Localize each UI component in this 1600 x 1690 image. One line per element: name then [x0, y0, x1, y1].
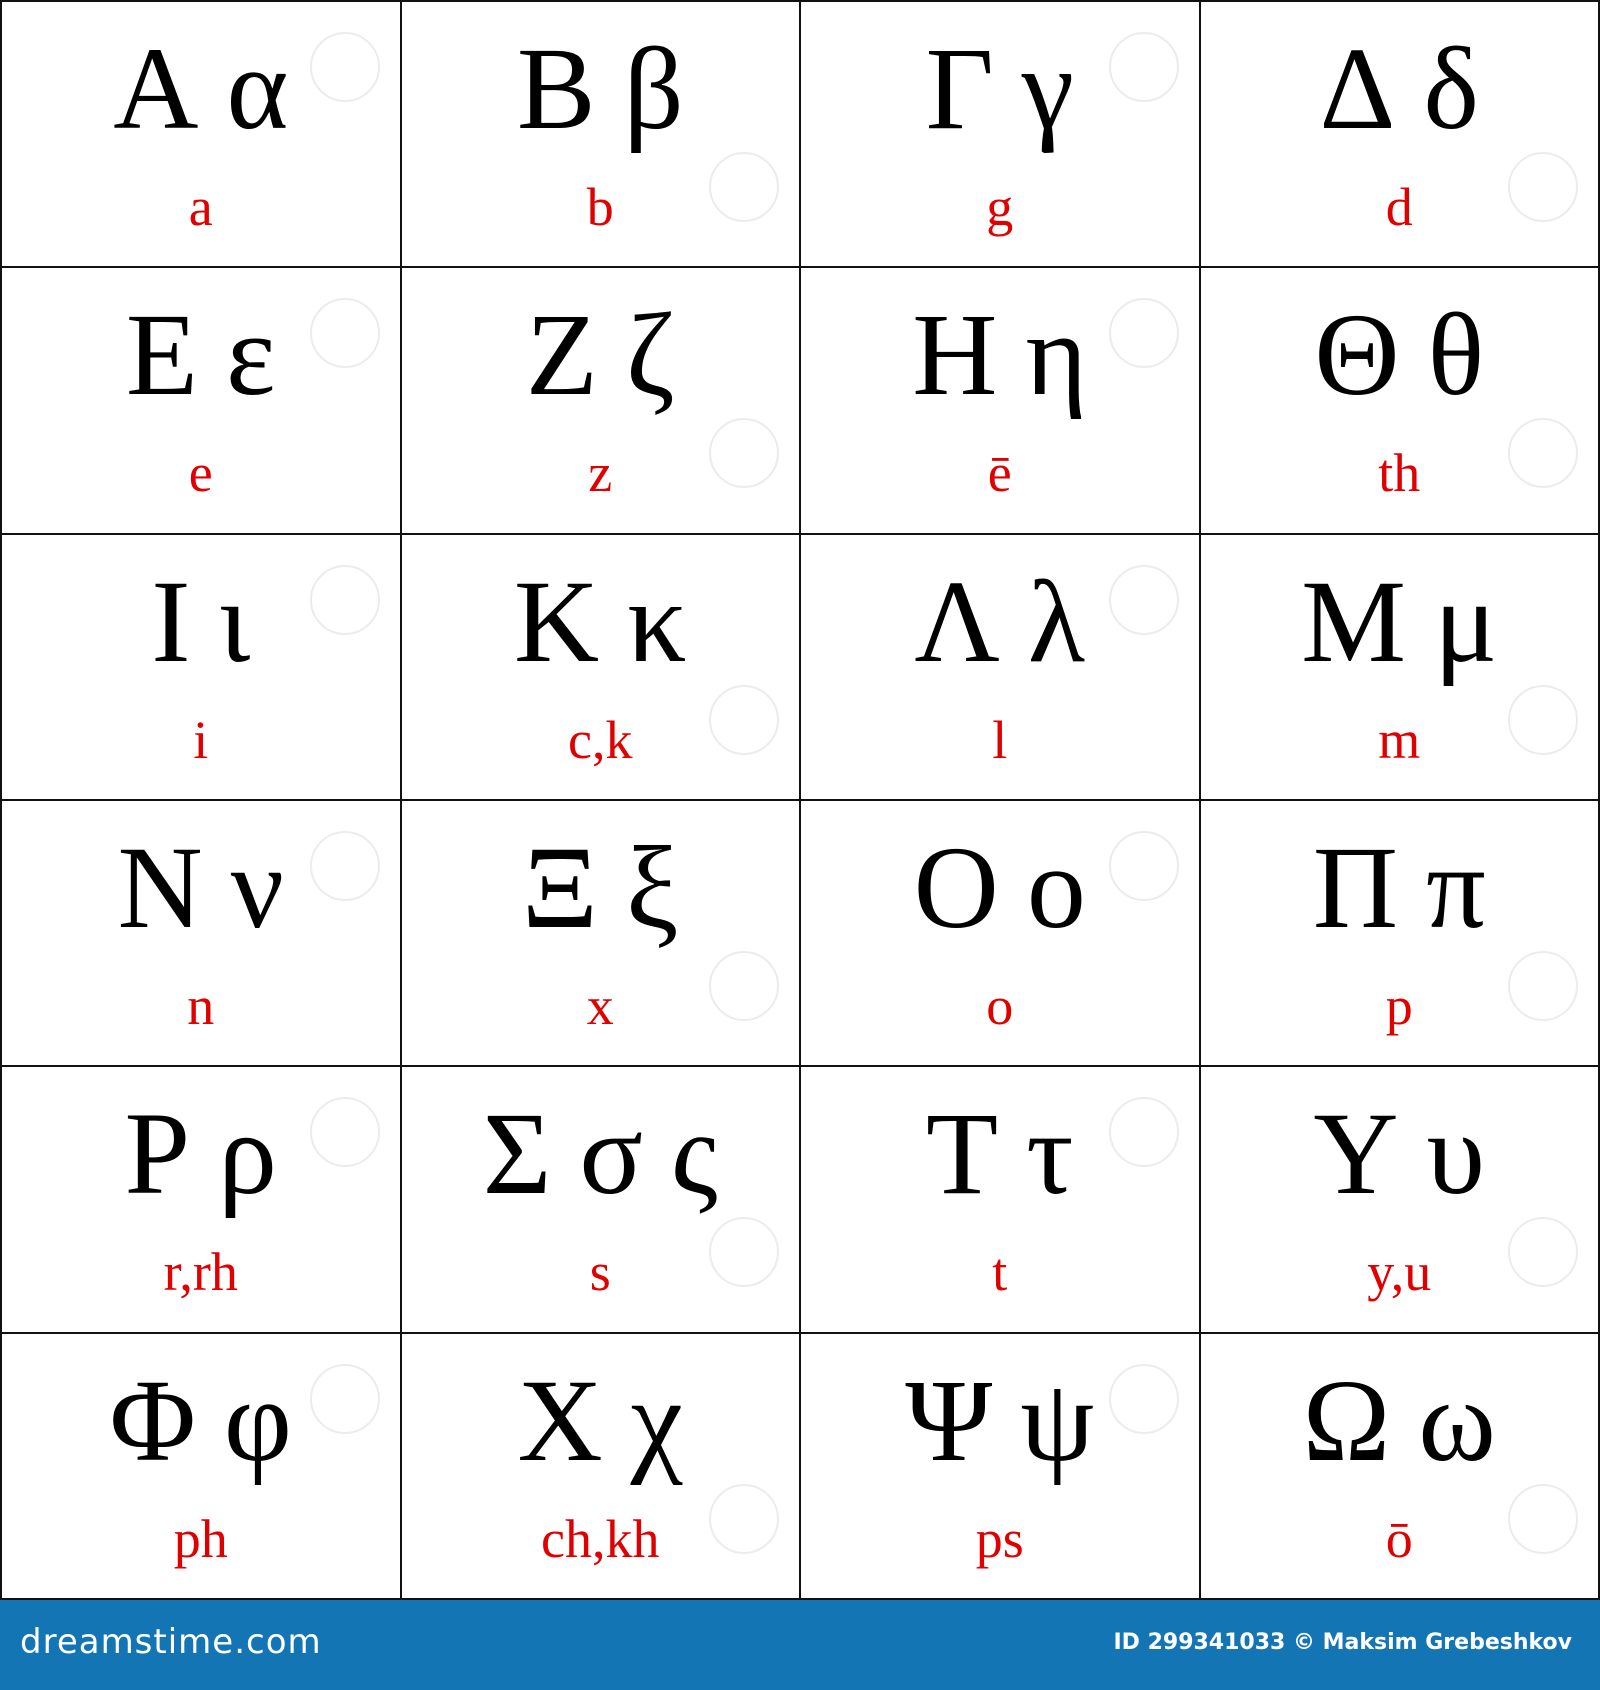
lowercase-letter: π [1426, 822, 1486, 953]
lowercase-letter: χ [630, 1354, 684, 1486]
greek-letter-pair [402, 289, 800, 421]
lowercase-letter: η [1025, 289, 1088, 421]
uppercase-letter: Υ [1313, 1088, 1399, 1220]
lowercase-letter: ρ [218, 1088, 278, 1220]
transliteration-label: c,k [568, 709, 633, 770]
letter-cell [2, 2, 402, 268]
uppercase-letter: Ε [125, 289, 199, 421]
greek-letter-pair [2, 1354, 400, 1486]
uppercase-letter: Κ [513, 555, 600, 687]
transliteration-label: ō [1385, 1508, 1413, 1569]
letter-cell [801, 268, 1201, 534]
image-credit: ID 299341033 © Maksim Grebeshkov [1113, 1630, 1572, 1655]
uppercase-letter: Α [113, 23, 199, 154]
greek-letter-pair [801, 822, 1199, 953]
letter-cell [801, 1067, 1201, 1333]
lowercase-letter: σ [579, 1088, 644, 1220]
greek-letter-pair [402, 822, 800, 953]
uppercase-letter: Ω [1302, 1354, 1391, 1486]
greek-letter-pair [801, 1354, 1199, 1486]
transliteration-label: t [992, 1242, 1008, 1303]
greek-letter-pair [1201, 1354, 1599, 1486]
uppercase-letter: Ψ [905, 1354, 993, 1486]
lowercase-letter: θ [1427, 289, 1485, 421]
letter-cell [402, 2, 802, 268]
transliteration-label: n [187, 976, 215, 1036]
letter-cell [402, 535, 802, 801]
uppercase-letter: Β [516, 23, 596, 154]
lowercase-letter: β [623, 23, 684, 154]
greek-letter-pair [1201, 1088, 1599, 1220]
lowercase-letter: λ [1027, 555, 1086, 687]
greek-letter-pair [801, 555, 1199, 687]
letter-cell [801, 2, 1201, 268]
greek-letter-pair [1201, 555, 1599, 687]
greek-letter-pair [801, 1088, 1199, 1220]
transliteration-label: ē [987, 443, 1012, 504]
greek-letter-pair [2, 1088, 400, 1220]
uppercase-letter: Ο [913, 822, 999, 953]
letter-cell [2, 535, 402, 801]
transliteration-label: ps [975, 1508, 1024, 1569]
letter-cell [2, 268, 402, 534]
letter-cell [402, 801, 802, 1067]
greek-letter-pair [1201, 822, 1599, 953]
lowercase-letter: ξ [625, 822, 679, 953]
greek-letter-pair [402, 555, 800, 687]
transliteration-label: s [589, 1242, 611, 1303]
uppercase-letter: Χ [517, 1354, 603, 1486]
letter-cell [402, 268, 802, 534]
letter-cell [801, 801, 1201, 1067]
lowercase-letter: φ [223, 1354, 292, 1486]
lowercase-letter: ς [671, 1088, 718, 1220]
lowercase-letter: δ [1423, 23, 1479, 154]
uppercase-letter: Ν [117, 822, 203, 953]
uppercase-letter: Σ [482, 1088, 552, 1220]
lowercase-letter: ψ [1020, 1354, 1095, 1486]
letter-cell [402, 1334, 802, 1600]
letter-cell [1201, 535, 1600, 801]
lowercase-letter: κ [627, 555, 687, 687]
lowercase-letter: ζ [625, 289, 675, 421]
greek-letter-pair [402, 23, 800, 154]
transliteration-label: ch,kh [541, 1508, 660, 1569]
transliteration-label: l [992, 709, 1008, 770]
greek-letter-pair [2, 23, 400, 154]
letter-cell [1201, 1334, 1600, 1600]
transliteration-label: p [1385, 976, 1413, 1036]
uppercase-letter: Ι [151, 555, 191, 687]
lowercase-letter: ν [230, 822, 285, 953]
transliteration-label: g [986, 177, 1014, 237]
lowercase-letter: ο [1026, 822, 1086, 953]
letter-cell [402, 1067, 802, 1333]
uppercase-letter: Θ [1314, 289, 1400, 421]
uppercase-letter: Γ [925, 23, 994, 154]
greek-letter-pair [2, 555, 400, 687]
letter-cell [1201, 268, 1600, 534]
lowercase-letter: ε [226, 289, 276, 421]
uppercase-letter: Η [912, 289, 998, 421]
site-logo-text: dreamstime.com [20, 1622, 322, 1662]
letter-cell [2, 1334, 402, 1600]
lowercase-letter: γ [1021, 23, 1074, 154]
greek-letter-pair [2, 822, 400, 953]
lowercase-letter: υ [1426, 1088, 1486, 1220]
watermark-footer-bar [0, 1600, 1600, 1690]
uppercase-letter: Μ [1301, 555, 1407, 687]
uppercase-letter: Ζ [525, 289, 598, 421]
transliteration-label: y,u [1367, 1242, 1432, 1303]
transliteration-label: d [1385, 177, 1413, 237]
transliteration-label: m [1378, 709, 1421, 770]
letter-cell [2, 801, 402, 1067]
greek-letter-pair [801, 289, 1199, 421]
letter-cell [1201, 2, 1600, 268]
uppercase-letter: Τ [925, 1088, 999, 1220]
greek-letter-pair [402, 1088, 800, 1220]
letter-cell [801, 1334, 1201, 1600]
letter-cell [801, 535, 1201, 801]
transliteration-label: ph [173, 1508, 228, 1569]
transliteration-label: e [188, 443, 213, 504]
transliteration-label: x [586, 976, 614, 1036]
transliteration-label: th [1378, 443, 1421, 504]
transliteration-label: o [986, 976, 1014, 1036]
letter-cell [1201, 801, 1600, 1067]
uppercase-letter: Ξ [522, 822, 598, 953]
greek-letter-pair [1201, 289, 1599, 421]
lowercase-letter: μ [1434, 555, 1498, 687]
uppercase-letter: Φ [109, 1354, 196, 1486]
transliteration-label: b [586, 177, 614, 237]
uppercase-letter: Δ [1319, 23, 1396, 154]
uppercase-letter: Λ [914, 555, 1000, 687]
lowercase-letter: α [226, 23, 289, 154]
greek-letter-pair [801, 23, 1199, 154]
transliteration-label: i [193, 709, 209, 770]
lowercase-letter: ι [218, 555, 251, 687]
greek-letter-pair [2, 289, 400, 421]
transliteration-label: z [588, 443, 613, 504]
greek-letter-pair [1201, 23, 1599, 154]
greek-letter-pair [402, 1354, 800, 1486]
letter-cell [2, 1067, 402, 1333]
lowercase-letter: τ [1026, 1088, 1074, 1220]
letter-cell [1201, 1067, 1600, 1333]
uppercase-letter: Π [1312, 822, 1399, 953]
transliteration-label: a [188, 177, 213, 237]
uppercase-letter: Ρ [124, 1088, 191, 1220]
lowercase-letter: ω [1418, 1354, 1496, 1486]
transliteration-label: r,rh [163, 1242, 238, 1303]
